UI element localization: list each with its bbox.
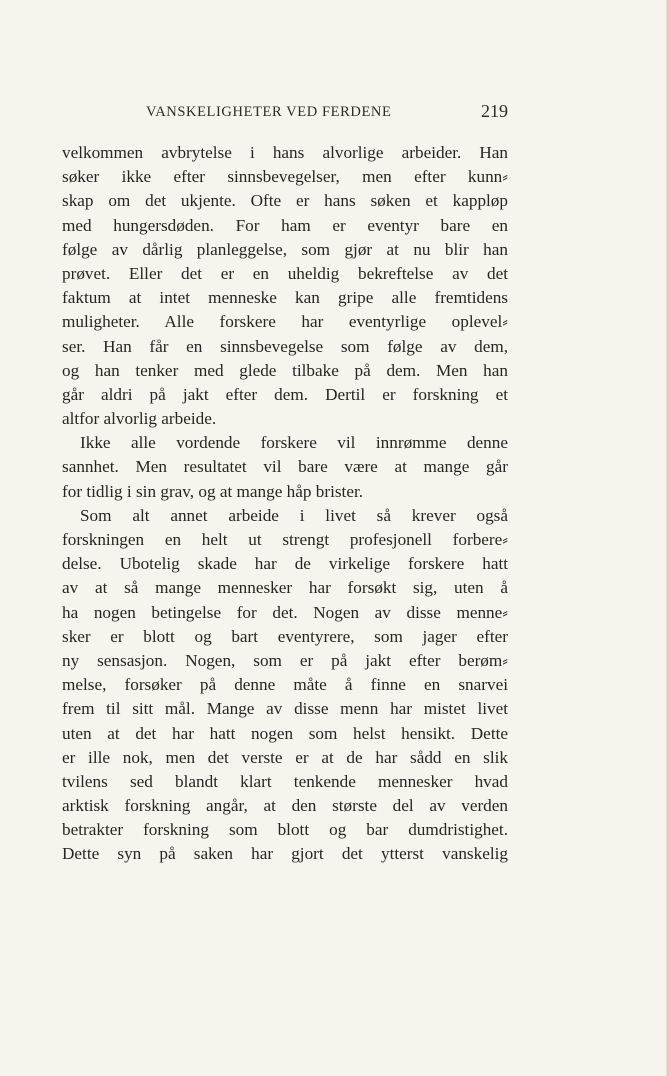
text-line: Ikke alle vordende forskere vil innrømme denne — [80, 433, 508, 453]
text-line: skap om det ukjente. Ofte er hans søken et kappløp — [62, 191, 508, 211]
text-line: søker ikke efter sinnsbevegelser, men efter kunn⸗ — [62, 167, 508, 187]
text-line: Dette syn på saken har gjort det ytterst vanskelig — [62, 844, 508, 864]
text-line: muligheter. Alle forskere har eventyrlige oplevel⸗ — [62, 312, 508, 332]
text-line: uten at det har hatt nogen som helst hensikt. Dette — [62, 723, 508, 743]
text-line: betrakter forskning som blott og bar dumdristighet. — [62, 820, 508, 840]
text-line: tvilens sed blandt klart tenkende mennesker hvad — [62, 771, 508, 791]
text-line: for tidlig i sin grav, og at mange håp brister. — [62, 481, 364, 501]
text-line: ser. Han får en sinnsbevegelse som følge av dem, — [62, 336, 508, 356]
text-line: prøvet. Eller det er en uheldig bekreftelse av det — [62, 263, 508, 283]
text-line: er ille nok, men det verste er at de har sådd en slik — [62, 747, 508, 767]
text-line: arktisk forskning angår, at den største del av verden — [62, 796, 508, 816]
text-line: Som alt annet arbeide i livet så krever også — [80, 505, 508, 525]
text-line: med hungersdøden. For ham er eventyr bare en — [62, 215, 508, 235]
text-line: forskningen en helt ut strengt profesjonell forbere⸗ — [62, 530, 508, 549]
text-line: frem til sitt mål. Mange av disse menn har mistet livet — [62, 699, 508, 719]
text-line: sker er blott og bart eventyrere, som jager efter — [62, 626, 508, 646]
text-line: av at så mange mennesker har forsøkt sig, uten å — [62, 578, 508, 598]
text-line: delse. Ubotelig skade har de virkelige forskere hatt — [62, 554, 508, 574]
text-line: følge av dårlig planleggelse, som gjør at nu blir han — [62, 239, 508, 259]
text-line: og han tenker med glede tilbake på dem. Men han — [62, 360, 508, 380]
text-line: melse, forsøker på denne måte å finne en snarvei — [62, 675, 508, 695]
text-line: går aldri på jakt efter dem. Dertil er forskning et — [62, 384, 508, 404]
page-number: 219 — [481, 101, 508, 121]
body-text — [62, 141, 508, 867]
text-line: altfor alvorlig arbeide. — [62, 409, 217, 429]
running-title: VANSKELIGHETER VED FERDENE — [146, 104, 392, 120]
text-line: sannhet. Men resultatet vil bare være at mange går — [62, 457, 508, 477]
text-line: ha nogen betingelse for det. Nogen av disse menne⸗ — [62, 602, 508, 622]
text-line: velkommen avbrytelse i hans alvorlige arbeider. Han — [62, 143, 508, 162]
text-line: ny sensasjon. Nogen, som er på jakt efter berøm⸗ — [62, 650, 508, 670]
text-line: faktum at intet menneske kan gripe alle fremtidens — [62, 288, 508, 308]
page-header — [146, 101, 508, 125]
